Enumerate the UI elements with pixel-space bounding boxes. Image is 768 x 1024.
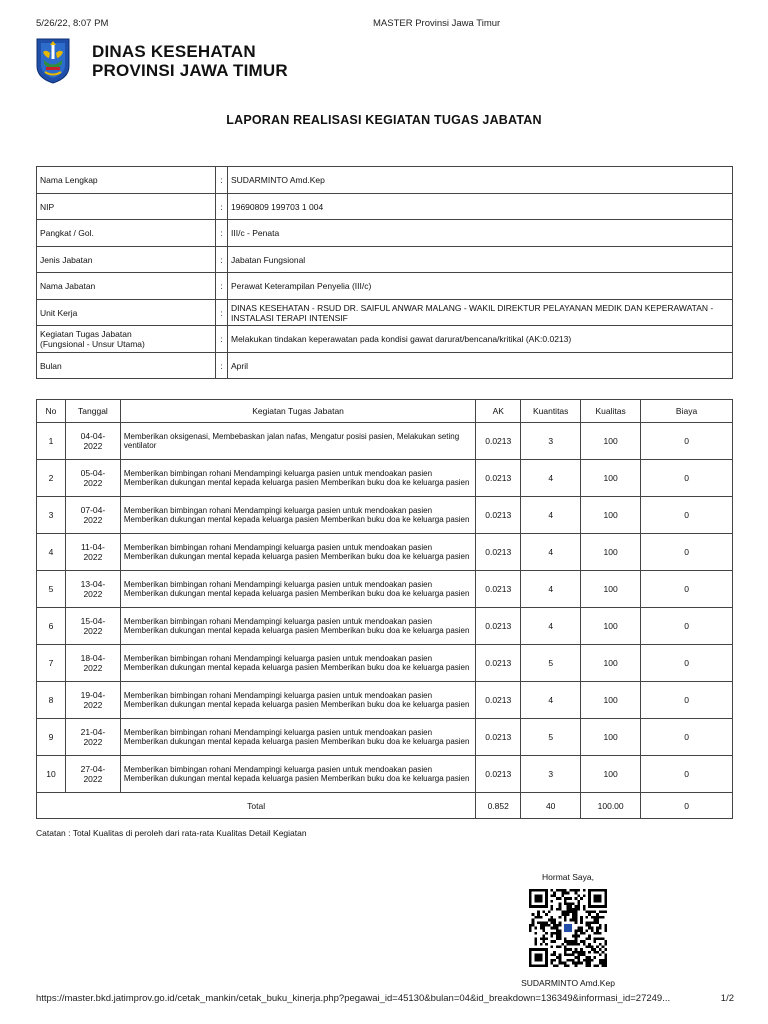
- info-row: [37, 220, 733, 247]
- info-separator: :: [216, 353, 228, 379]
- row-tanggal-part-2: 2022: [83, 441, 103, 451]
- row-tanggal-part-2: 2022: [83, 589, 103, 599]
- row-kegiatan: Memberikan bimbingan rohani Mendampingi keluarga pasien untuk mendoakan pasien Memberikan dukungan mental kepada keluarga pasien Memberikan buku doa ke keluarga pasien: [120, 682, 475, 719]
- row-ak: 0.0213: [476, 460, 521, 497]
- table-row: [37, 756, 733, 793]
- row-kualitas: 100: [581, 756, 641, 793]
- info-row: [37, 326, 733, 353]
- row-kuantitas: 4: [521, 497, 581, 534]
- col-header-tanggal: Tanggal: [65, 400, 120, 423]
- table-row: [37, 534, 733, 571]
- row-tanggal-part-2: 2022: [83, 552, 103, 562]
- row-kuantitas: 5: [521, 645, 581, 682]
- row-no: 7: [37, 645, 66, 682]
- row-tanggal: [65, 719, 120, 756]
- row-biaya: 0: [641, 534, 733, 571]
- row-kegiatan: Memberikan bimbingan rohani Mendampingi keluarga pasien untuk mendoakan pasien Memberikan dukungan mental kepada keluarga pasien Memberikan buku doa ke keluarga pasien: [120, 571, 475, 608]
- col-header-biaya: Biaya: [641, 400, 733, 423]
- info-row: [37, 247, 733, 273]
- row-tanggal: [65, 571, 120, 608]
- row-biaya: 0: [641, 423, 733, 460]
- signature-block: [512, 872, 624, 988]
- col-header-kuantitas: Kuantitas: [521, 400, 581, 423]
- total-row: [37, 793, 733, 819]
- print-datetime: 5/26/22, 8:07 PM: [36, 18, 109, 29]
- footnote: Catatan : Total Kualitas di peroleh dari rata-rata Kualitas Detail Kegiatan: [36, 828, 307, 838]
- row-tanggal: [65, 756, 120, 793]
- row-biaya: 0: [641, 460, 733, 497]
- col-header-no: No: [37, 400, 66, 423]
- row-tanggal-part-2: 2022: [83, 700, 103, 710]
- print-header: [36, 18, 732, 30]
- employee-info-table: [36, 166, 733, 379]
- print-page-number: 1/2: [720, 993, 734, 1004]
- info-value: Jabatan Fungsional: [228, 247, 733, 273]
- row-no: 4: [37, 534, 66, 571]
- print-footer: [36, 993, 734, 1004]
- info-label-line-2: (Fungsional - Unsur Utama): [40, 339, 145, 349]
- info-label: Pangkat / Gol.: [37, 220, 216, 247]
- row-kegiatan: Memberikan bimbingan rohani Mendampingi keluarga pasien untuk mendoakan pasien Memberikan dukungan mental kepada keluarga pasien Memberikan buku doa ke keluarga pasien: [120, 756, 475, 793]
- row-kegiatan: Memberikan bimbingan rohani Mendampingi keluarga pasien untuk mendoakan pasien Memberikan dukungan mental kepada keluarga pasien Memberikan buku doa ke keluarga pasien: [120, 534, 475, 571]
- row-kegiatan: Memberikan bimbingan rohani Mendampingi keluarga pasien untuk mendoakan pasien Memberikan dukungan mental kepada keluarga pasien Memberikan buku doa ke keluarga pasien: [120, 719, 475, 756]
- row-kuantitas: 4: [521, 608, 581, 645]
- east-java-emblem-icon: [34, 36, 72, 84]
- row-tanggal-part-1: 13-04-: [80, 579, 106, 589]
- total-kualitas: 100.00: [581, 793, 641, 819]
- row-tanggal-part-1: 15-04-: [80, 616, 106, 626]
- col-header-kegiatan: Kegiatan Tugas Jabatan: [120, 400, 475, 423]
- table-row: [37, 423, 733, 460]
- info-value: Perawat Keterampilan Penyelia (III/c): [228, 273, 733, 300]
- row-tanggal-part-1: 11-04-: [80, 542, 105, 552]
- row-kuantitas: 3: [521, 756, 581, 793]
- row-no: 6: [37, 608, 66, 645]
- info-row: [37, 353, 733, 379]
- signature-name: SUDARMINTO Amd.Kep: [521, 978, 615, 988]
- info-label: Unit Kerja: [37, 300, 216, 326]
- row-tanggal-part-1: 07-04-: [80, 505, 106, 515]
- row-tanggal-part-2: 2022: [83, 626, 103, 636]
- row-tanggal: [65, 497, 120, 534]
- info-separator: :: [216, 247, 228, 273]
- print-page-title: MASTER Provinsi Jawa Timur: [373, 18, 501, 29]
- row-ak: 0.0213: [476, 645, 521, 682]
- row-ak: 0.0213: [476, 534, 521, 571]
- info-value: SUDARMINTO Amd.Kep: [228, 167, 733, 194]
- row-kuantitas: 4: [521, 534, 581, 571]
- row-tanggal-part-1: 18-04-: [80, 653, 106, 663]
- row-tanggal-part-2: 2022: [83, 774, 103, 784]
- table-row: [37, 682, 733, 719]
- print-url: https://master.bkd.jatimprov.go.id/cetak_mankin/cetak_buku_kinerja.php?pegawai_id=45130&bulan=04&id_breakdown=136349&informasi_id=27249...: [36, 993, 671, 1004]
- info-label: Nama Lengkap: [37, 167, 216, 194]
- row-ak: 0.0213: [476, 497, 521, 534]
- row-no: 3: [37, 497, 66, 534]
- table-row: [37, 497, 733, 534]
- info-row: [37, 273, 733, 300]
- row-tanggal-part-2: 2022: [83, 478, 103, 488]
- info-separator: :: [216, 300, 228, 326]
- row-tanggal: [65, 460, 120, 497]
- row-no: 5: [37, 571, 66, 608]
- total-label: Total: [37, 793, 476, 819]
- row-kualitas: 100: [581, 645, 641, 682]
- col-header-kualitas: Kualitas: [581, 400, 641, 423]
- row-kegiatan: Memberikan bimbingan rohani Mendampingi keluarga pasien untuk mendoakan pasien Memberikan dukungan mental kepada keluarga pasien Memberikan buku doa ke keluarga pasien: [120, 497, 475, 534]
- row-tanggal-part-2: 2022: [83, 663, 103, 673]
- row-kegiatan: Memberikan bimbingan rohani Mendampingi keluarga pasien untuk mendoakan pasien Memberikan dukungan mental kepada keluarga pasien Memberikan buku doa ke keluarga pasien: [120, 645, 475, 682]
- col-header-ak: AK: [476, 400, 521, 423]
- row-biaya: 0: [641, 719, 733, 756]
- org-name-line-2: PROVINSI JAWA TIMUR: [92, 61, 288, 80]
- row-kualitas: 100: [581, 682, 641, 719]
- info-value: April: [228, 353, 733, 379]
- row-no: 8: [37, 682, 66, 719]
- info-separator: :: [216, 326, 228, 353]
- table-header-row: [37, 400, 733, 423]
- row-kegiatan: Memberikan oksigenasi, Membebaskan jalan nafas, Mengatur posisi pasien, Melakukan seting ventilator: [120, 423, 475, 460]
- row-tanggal-part-1: 04-04-: [80, 431, 106, 441]
- row-kuantitas: 4: [521, 682, 581, 719]
- row-kuantitas: 4: [521, 571, 581, 608]
- info-value: 19690809 199703 1 004: [228, 194, 733, 220]
- table-row: [37, 571, 733, 608]
- row-kualitas: 100: [581, 497, 641, 534]
- row-kuantitas: 4: [521, 460, 581, 497]
- total-biaya: 0: [641, 793, 733, 819]
- row-tanggal: [65, 645, 120, 682]
- info-label: [37, 326, 216, 353]
- row-biaya: 0: [641, 682, 733, 719]
- info-row: [37, 194, 733, 220]
- info-label: Nama Jabatan: [37, 273, 216, 300]
- table-row: [37, 608, 733, 645]
- row-kualitas: 100: [581, 719, 641, 756]
- info-label: Bulan: [37, 353, 216, 379]
- report-title: LAPORAN REALISASI KEGIATAN TUGAS JABATAN: [226, 113, 542, 127]
- org-name: [92, 42, 288, 80]
- row-biaya: 0: [641, 756, 733, 793]
- row-tanggal-part-1: 27-04-: [80, 764, 106, 774]
- signature-greeting: Hormat Saya,: [542, 872, 594, 882]
- row-ak: 0.0213: [476, 608, 521, 645]
- row-biaya: 0: [641, 571, 733, 608]
- row-tanggal-part-2: 2022: [83, 737, 103, 747]
- info-label: Jenis Jabatan: [37, 247, 216, 273]
- row-no: 9: [37, 719, 66, 756]
- qr-code-icon: [529, 889, 607, 967]
- row-tanggal: [65, 534, 120, 571]
- row-kualitas: 100: [581, 534, 641, 571]
- row-kualitas: 100: [581, 460, 641, 497]
- row-kualitas: 100: [581, 423, 641, 460]
- row-kualitas: 100: [581, 608, 641, 645]
- row-no: 2: [37, 460, 66, 497]
- org-name-line-1: DINAS KESEHATAN: [92, 42, 256, 61]
- row-tanggal: [65, 423, 120, 460]
- row-biaya: 0: [641, 608, 733, 645]
- row-biaya: 0: [641, 497, 733, 534]
- info-separator: :: [216, 194, 228, 220]
- row-tanggal-part-1: 05-04-: [80, 468, 106, 478]
- table-row: [37, 645, 733, 682]
- row-kuantitas: 5: [521, 719, 581, 756]
- info-label: NIP: [37, 194, 216, 220]
- info-separator: :: [216, 167, 228, 194]
- info-row: [37, 300, 733, 326]
- row-tanggal: [65, 608, 120, 645]
- info-separator: :: [216, 273, 228, 300]
- row-tanggal-part-1: 19-04-: [80, 690, 106, 700]
- info-value: III/c - Penata: [228, 220, 733, 247]
- activity-table: [36, 399, 733, 819]
- info-row: [37, 167, 733, 194]
- row-biaya: 0: [641, 645, 733, 682]
- table-row: [37, 719, 733, 756]
- row-ak: 0.0213: [476, 682, 521, 719]
- row-ak: 0.0213: [476, 756, 521, 793]
- info-value: DINAS KESEHATAN - RSUD DR. SAIFUL ANWAR MALANG - WAKIL DIREKTUR PELAYANAN MEDIK DAN KEPERAWATAN - INSTALASI TERAPI INTENSIF: [228, 300, 733, 326]
- row-kegiatan: Memberikan bimbingan rohani Mendampingi keluarga pasien untuk mendoakan pasien Memberikan dukungan mental kepada keluarga pasien Memberikan buku doa ke keluarga pasien: [120, 608, 475, 645]
- info-value: Melakukan tindakan keperawatan pada kondisi gawat darurat/bencana/kritikal (AK:0.0213): [228, 326, 733, 353]
- table-row: [37, 460, 733, 497]
- row-ak: 0.0213: [476, 719, 521, 756]
- info-separator: :: [216, 220, 228, 247]
- row-kualitas: 100: [581, 571, 641, 608]
- row-no: 10: [37, 756, 66, 793]
- row-kuantitas: 3: [521, 423, 581, 460]
- row-kegiatan: Memberikan bimbingan rohani Mendampingi keluarga pasien untuk mendoakan pasien Memberikan dukungan mental kepada keluarga pasien Memberikan buku doa ke keluarga pasien: [120, 460, 475, 497]
- row-no: 1: [37, 423, 66, 460]
- row-tanggal: [65, 682, 120, 719]
- info-label-line-1: Kegiatan Tugas Jabatan: [40, 329, 132, 339]
- row-ak: 0.0213: [476, 571, 521, 608]
- row-ak: 0.0213: [476, 423, 521, 460]
- total-kuantitas: 40: [521, 793, 581, 819]
- row-tanggal-part-1: 21-04-: [80, 727, 106, 737]
- total-ak: 0.852: [476, 793, 521, 819]
- row-tanggal-part-2: 2022: [83, 515, 103, 525]
